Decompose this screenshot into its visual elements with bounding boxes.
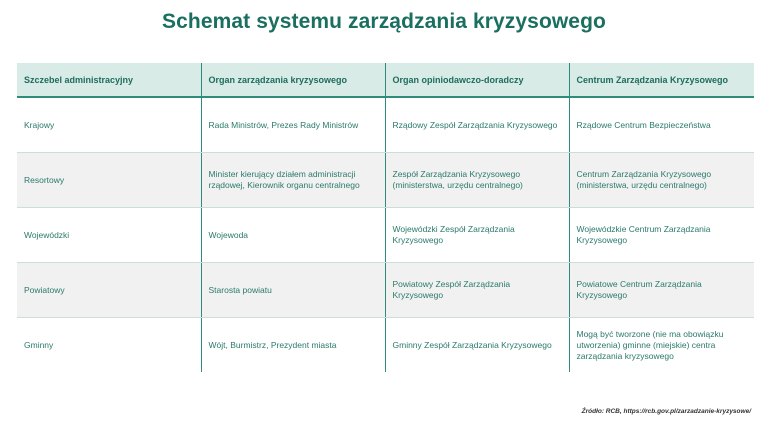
cell-advisory-body: Rządowy Zespół Zarządzania Kryzysowego: [385, 97, 569, 153]
cell-level: Powiatowy: [17, 263, 201, 318]
table-row: [17, 263, 754, 318]
cell-crisis-center: Wojewódzkie Centrum Zarządzania Kryzysowego: [569, 208, 754, 263]
cell-management-body: Minister kierujący działem administracji rządowej, Kierownik organu centralnego: [201, 153, 385, 208]
header-management-body: Organ zarządzania kryzysowego: [201, 63, 385, 97]
cell-level: Gminny: [17, 318, 201, 373]
table-row: [17, 97, 754, 153]
header-advisory-body: Organ opiniodawczo-doradczy: [385, 63, 569, 97]
cell-advisory-body: Gminny Zespół Zarządzania Kryzysowego: [385, 318, 569, 373]
cell-advisory-body: Wojewódzki Zespół Zarządzania Kryzysowego: [385, 208, 569, 263]
header-crisis-center: Centrum Zarządzania Kryzysowego: [569, 63, 754, 97]
cell-management-body: Wojewoda: [201, 208, 385, 263]
cell-management-body: Rada Ministrów, Prezes Rady Ministrów: [201, 97, 385, 153]
cell-crisis-center: Rządowe Centrum Bezpieczeństwa: [569, 97, 754, 153]
crisis-management-table: [17, 63, 754, 372]
cell-advisory-body: Zespół Zarządzania Kryzysowego (ministerstwa, urzędu centralnego): [385, 153, 569, 208]
table-row: [17, 318, 754, 373]
source-note: Źródło: RCB, https://rcb.gov.pl/zarzadzanie-kryzysowe/: [581, 408, 751, 415]
cell-advisory-body: Powiatowy Zespół Zarządzania Kryzysowego: [385, 263, 569, 318]
cell-management-body: Wójt, Burmistrz, Prezydent miasta: [201, 318, 385, 373]
cell-level: Krajowy: [17, 97, 201, 153]
cell-crisis-center: Mogą być tworzone (nie ma obowiązku utworzenia) gminne (miejskie) centra zarządzania kryzysowego: [576, 328, 724, 361]
cell-crisis-center: Centrum Zarządzania Kryzysowego (ministerstwa, urzędu centralnego): [569, 153, 754, 208]
table-header-row: [17, 63, 754, 97]
cell-crisis-center: Powiatowe Centrum Zarządzania Kryzysowego: [569, 263, 754, 318]
cell-level: Wojewódzki: [17, 208, 201, 263]
cell-level: Resortowy: [17, 153, 201, 208]
cell-management-body: Starosta powiatu: [201, 263, 385, 318]
table-row: [17, 153, 754, 208]
header-level: Szczebel administracyjny: [17, 63, 201, 97]
page-title: Schemat systemu zarządzania kryzysowego: [162, 10, 606, 33]
table-row: [17, 208, 754, 263]
